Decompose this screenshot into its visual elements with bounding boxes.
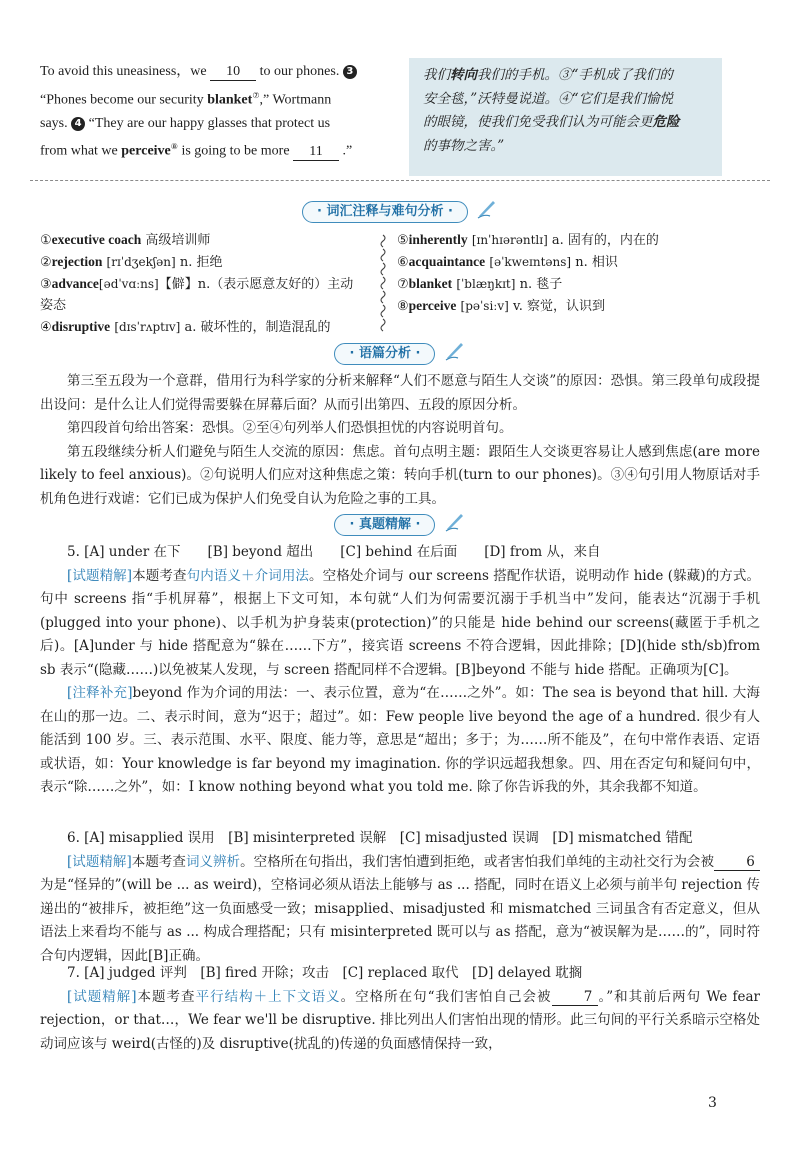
vocab-item: ③advance[ədˈvɑːns]【僻】n.（表示愿意友好的）主动 [40, 276, 354, 292]
vocab-item: ①executive coach 高级培训师 [40, 232, 211, 248]
vocab-item: ⑦blanket [ˈblæŋkɪt] n. 毯子 [397, 276, 563, 292]
discourse-analysis: 第三至五段为一个意群，借用行为科学家的分析来解释“人们不愿意与陌生人交谈”的原因：恐惧。第三段单句成段提出设问：是什么让人们觉得需要躲在屏幕后面？从而引出第四、五段的原因分析。 第四段首句给出答案：恐惧。②至④句列举人们恐惧担忧的内容说明首句。 第五段继续分析人们避免与陌生人交流的原因：焦虑。首句点明主题：跟陌生人交谈更容易让人感到焦虑(are more likely to feel anxious)。②句说明人们应对这种焦虑之策：转向手机(turn to our phones)。③④句引用人物原话对手机角色进行戏谑：它们已成为保护人们免受自认为危险之事的工具。 [40, 373, 760, 507]
question-5: 5. [A] under 在下 [B] beyond 超出 [C] behind 在后面 [D] from 从，来自 [试题精解]本题考查句内语义＋介词用法。空格处介词与 our screens 搭配作状语，说明动作 hide (躲藏)的方式。句中 screens 指“手机屏幕”，根据上下文可知，本句就“人们为何需要沉溺于手机当中”发问，能表达“沉溺于手机(plugged into your phone)、以手机为护身装束(protection)”的只能是 hide behind our screens(藏匿于手机之后)。[A]under 与 hide 搭配意为“躲在……下方”，接宾语 screens 不符合逻辑，因此排除；[D](hide sth/sb)from sb 表示“(隐藏……)以免被某人发现，与 screen 搭配同样不合逻辑。[B]beyond 不能与 hide 搭配。正确项为[C]。 [注释补充]beyond 作为介词的用法：一、表示位置，意为“在……之外”。如：The sea is beyond that hill. 大海在山的那一边。二、表示时间，意为“迟于；超过”。如：Few people live beyond the age of a hundred. 很少有人能活到 100 岁。三、表示范围、水平、限度、能力等，意思是“超出；多于；为……所不能及”，在句中常作表语、定语或状语，如：Your knowledge is far beyond my imagination. 你的学识远超我想象。四、用在否定句和疑问句中，表示“除……之外”，如：I know nothing beyond what you told me. 除了你告诉我的外，其余我都不知道。 [40, 541, 760, 800]
vocab-list-left [40, 229, 370, 338]
sentence-marker-4: 4 [71, 117, 85, 131]
vocab-item: ⑧perceive [pəˈsiːv] v. 察觉，认识到 [397, 298, 606, 314]
sentence-marker-3: 3 [343, 65, 357, 79]
page-number: 3 [708, 1095, 717, 1111]
pen-icon [444, 339, 466, 361]
answers-heading: · 真题精解 · [0, 510, 800, 532]
vocab-heading: · 词汇注释与难句分析 · [0, 197, 800, 219]
vocab-item: ④disruptive [dɪsˈrʌptɪv] a. 破坏性的，制造混乱的 [40, 319, 331, 335]
q7-options: 7. [A] judged 评判 [B] fired 开除；攻击 [C] replaced 取代 [D] delayed 耽搁 [67, 965, 583, 981]
question-7: 7. [A] judged 评判 [B] fired 开除；攻击 [C] replaced 取代 [D] delayed 耽搁 [试题精解]本题考查平行结构＋上下文语义。空格所在句“我们害怕自己会被 7 。”和其前后两句 We fear rejection，or that…，We fear we'll be disruptive. 排比列出人们害怕出现的情形。此三句间的平行关系暗示空格处动词应该与 weird(古怪的)及 disruptive(扰乱的)传递的负面感情保持一致， [40, 962, 760, 1056]
q5-options: 5. [A] under 在下 [B] beyond 超出 [C] behind 在后面 [D] from 从，来自 [67, 544, 601, 560]
blank-7: 7 [552, 989, 598, 1006]
pen-icon [444, 510, 466, 532]
pen-icon [476, 197, 498, 219]
binding-chain-icon [378, 233, 388, 333]
blank-6: 6 [714, 854, 760, 871]
vocab-item: ⑤inherently [ɪnˈhɪərəntlɪ] a. 固有的，内在的 [397, 232, 659, 248]
vocab-item: ②rejection [rɪˈdʒekʃən] n. 拒绝 [40, 254, 223, 270]
vocab-item: 姿态 [40, 298, 67, 313]
question-6: 6. [A] misapplied 误用 [B] misinterpreted 误解 [C] misadjusted 误调 [D] mismatched 错配 [试题精解]本题考查词义辨析。空格所在句指出，我们害怕遭到拒绝，或者害怕我们单纯的主动社交行为会被 6为是“怪异的”(will be ... as weird)，空格词必须从语法上能够与 as ... 搭配，同时在语义上必须与前半句 rejection 传递出的“被排斥，被拒绝”这一负面感受一致；misapplied、misadjusted 和 mismatched 三词虽含有否定意义，但从语法上来看均不能与 as ... 构成合理搭配；只有 misinterpreted 既可以与 as 搭配，意为“被误解为是……的”，同时符合句内逻辑，因此[B]正确。 [40, 827, 760, 968]
blank-10[interactable]: 10 [210, 64, 256, 81]
reading-passage: To avoid this uneasiness，we 10 to our phones. 3 “Phones become our security blanket⑦,” Wortmann says. 4 “They are our happy glasses that protect us from what we perceive⑧ is going to be more 11 .” [40, 60, 400, 163]
vocab-item: ⑥acquaintance [əˈkweɪntəns] n. 相识 [397, 254, 618, 270]
translation-box: 我们转向我们的手机。③“手机成了我们的 安全毯，”沃特曼说道。④“它们是我们愉悦 的眼镜，使我们免受我们认为可能会更危险 的事物之害。” [409, 58, 722, 176]
q5-tag: [试题精解] [67, 567, 133, 584]
discourse-heading: · 语篇分析 · [0, 339, 800, 361]
blank-11[interactable]: 11 [293, 144, 339, 161]
vocab-list-right [397, 229, 767, 317]
q5-note-tag: [注释补充] [67, 685, 133, 701]
q6-options: 6. [A] misapplied 误用 [B] misinterpreted 误解 [C] misadjusted 误调 [D] mismatched 错配 [67, 830, 693, 846]
section-divider [30, 180, 770, 181]
